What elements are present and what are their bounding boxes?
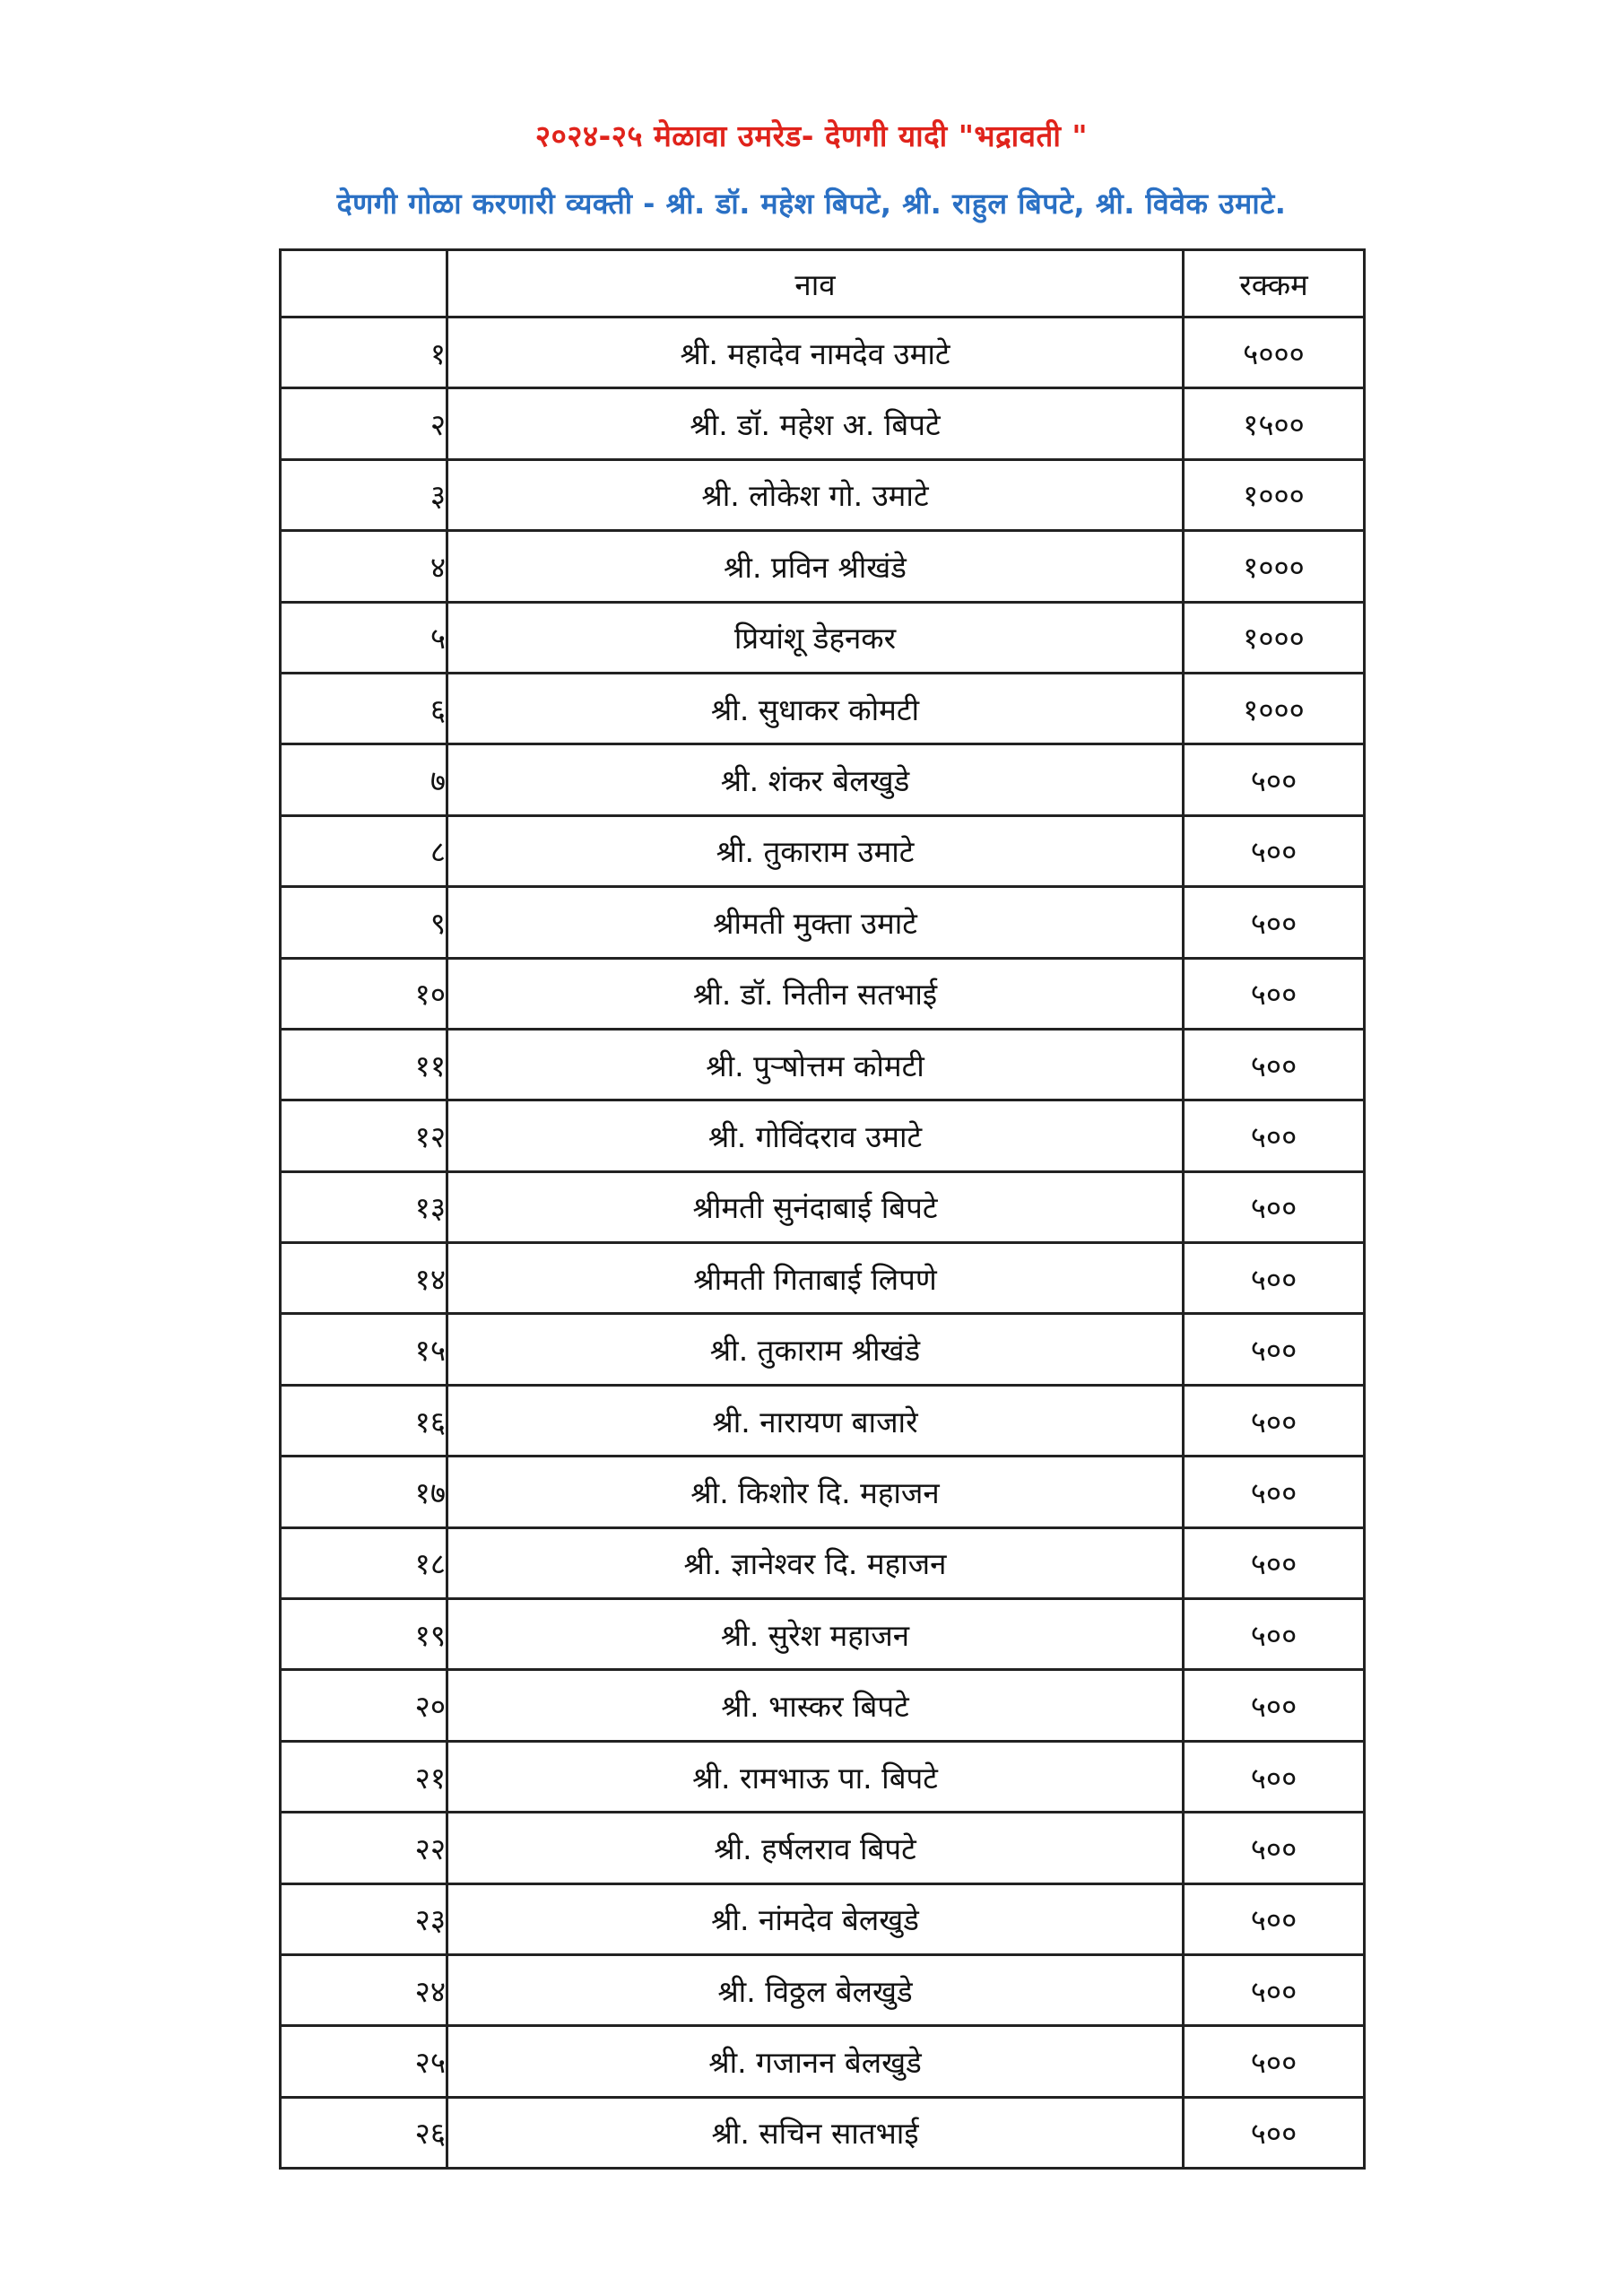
serial-cell: ९ <box>281 887 447 958</box>
table-row <box>281 1100 1365 1171</box>
name-cell: श्री. विठ्ठल बेलखुडे <box>447 1954 1184 2025</box>
serial-cell: १९ <box>281 1599 447 1670</box>
name-cell: प्रियांशू डेहनकर <box>447 602 1184 673</box>
amount-cell: ५०० <box>1184 958 1365 1029</box>
amount-cell: ५०० <box>1184 744 1365 815</box>
table-row <box>281 1527 1365 1598</box>
table-row <box>281 744 1365 815</box>
name-cell: श्री. सुरेश महाजन <box>447 1599 1184 1670</box>
serial-cell: १३ <box>281 1171 447 1242</box>
name-cell: श्री. रामभाऊ पा. बिपटे <box>447 1741 1184 1812</box>
serial-cell: ११ <box>281 1029 447 1100</box>
amount-cell: १५०० <box>1184 388 1365 459</box>
name-cell: श्री. पुऱ्षोत्तम कोमटी <box>447 1029 1184 1100</box>
name-cell: श्री. सुधाकर कोमटी <box>447 673 1184 744</box>
name-cell: श्री. तुकाराम उमाटे <box>447 815 1184 886</box>
amount-cell: १००० <box>1184 673 1365 744</box>
serial-cell: २५ <box>281 2026 447 2097</box>
table-row <box>281 1385 1365 1456</box>
name-cell: श्री. गजानन बेलखुडे <box>447 2026 1184 2097</box>
amount-cell: ५०० <box>1184 2026 1365 2097</box>
table-row <box>281 1599 1365 1670</box>
name-cell: श्री. लोकेश गो. उमाटे <box>447 459 1184 530</box>
amount-cell: ५०० <box>1184 1243 1365 1314</box>
table-row <box>281 2097 1365 2168</box>
table-row <box>281 887 1365 958</box>
serial-cell: ७ <box>281 744 447 815</box>
name-cell: श्री. ज्ञानेश्वर दि. महाजन <box>447 1527 1184 1598</box>
table-body <box>281 317 1365 2169</box>
name-cell: श्री. शंकर बेलखुडे <box>447 744 1184 815</box>
amount-cell: ५००० <box>1184 317 1365 388</box>
table-row <box>281 1883 1365 1954</box>
serial-cell: १८ <box>281 1527 447 1598</box>
table-row <box>281 459 1365 530</box>
table-row <box>281 531 1365 602</box>
table-row <box>281 1741 1365 1812</box>
serial-cell: ४ <box>281 531 447 602</box>
serial-cell: ६ <box>281 673 447 744</box>
serial-cell: २ <box>281 388 447 459</box>
amount-cell: ५०० <box>1184 1100 1365 1171</box>
serial-cell: १७ <box>281 1457 447 1527</box>
name-cell: श्री. नारायण बाजारे <box>447 1385 1184 1456</box>
serial-cell: २२ <box>281 1813 447 1883</box>
name-cell: श्री. महादेव नामदेव उमाटे <box>447 317 1184 388</box>
serial-cell: २१ <box>281 1741 447 1812</box>
amount-cell: ५०० <box>1184 1314 1365 1385</box>
amount-cell: ५०० <box>1184 1385 1365 1456</box>
table-header-row <box>281 250 1365 317</box>
serial-cell: २४ <box>281 1954 447 2025</box>
table-row <box>281 1314 1365 1385</box>
serial-cell: १५ <box>281 1314 447 1385</box>
donation-table <box>279 248 1366 2170</box>
table-row <box>281 1171 1365 1242</box>
name-cell: श्रीमती गिताबाई लिपणे <box>447 1243 1184 1314</box>
serial-cell: ८ <box>281 815 447 886</box>
amount-cell: १००० <box>1184 602 1365 673</box>
serial-cell: १४ <box>281 1243 447 1314</box>
serial-cell: १० <box>281 958 447 1029</box>
serial-cell: ३ <box>281 459 447 530</box>
table-row <box>281 673 1365 744</box>
amount-cell: ५०० <box>1184 1029 1365 1100</box>
amount-cell: ५०० <box>1184 1954 1365 2025</box>
collectors-line: देणगी गोळा करणारी व्यक्ती - श्री. डॉ. महेश बिपटे, श्री. राहुल बिपटे, श्री. विवेक उमाटे. <box>336 187 1287 221</box>
table-row <box>281 958 1365 1029</box>
name-cell: श्री. डॉ. महेश अ. बिपटे <box>447 388 1184 459</box>
serial-cell: २३ <box>281 1883 447 1954</box>
amount-cell: ५०० <box>1184 1171 1365 1242</box>
name-cell: श्री. भास्कर बिपटे <box>447 1670 1184 1741</box>
header-amount: रक्कम <box>1184 250 1365 317</box>
table-row <box>281 2026 1365 2097</box>
name-cell: श्री. किशोर दि. महाजन <box>447 1457 1184 1527</box>
amount-cell: ५०० <box>1184 1527 1365 1598</box>
name-cell: श्रीमती मुक्ता उमाटे <box>447 887 1184 958</box>
table-row <box>281 1670 1365 1741</box>
name-cell: श्री. डॉ. नितीन सतभाई <box>447 958 1184 1029</box>
amount-cell: ५०० <box>1184 1457 1365 1527</box>
name-cell: श्री. प्रविन श्रीखंडे <box>447 531 1184 602</box>
amount-cell: ५०० <box>1184 887 1365 958</box>
amount-cell: ५०० <box>1184 1599 1365 1670</box>
table-row <box>281 388 1365 459</box>
serial-cell: २६ <box>281 2097 447 2168</box>
amount-cell: ५०० <box>1184 1741 1365 1812</box>
amount-cell: १००० <box>1184 531 1365 602</box>
table-row <box>281 1813 1365 1883</box>
header-serial <box>281 250 447 317</box>
table-row <box>281 1243 1365 1314</box>
document-title: २०२४-२५ मेळावा उमरेड- देणगी यादी "भद्रावती " <box>534 118 1089 153</box>
serial-cell: १६ <box>281 1385 447 1456</box>
amount-cell: ५०० <box>1184 1670 1365 1741</box>
table-row <box>281 1457 1365 1527</box>
name-cell: श्री. तुकाराम श्रीखंडे <box>447 1314 1184 1385</box>
amount-cell: ५०० <box>1184 2097 1365 2168</box>
table-row <box>281 815 1365 886</box>
serial-cell: २० <box>281 1670 447 1741</box>
amount-cell: १००० <box>1184 459 1365 530</box>
serial-cell: ५ <box>281 602 447 673</box>
name-cell: श्री. गोविंदराव उमाटे <box>447 1100 1184 1171</box>
serial-cell: १ <box>281 317 447 388</box>
serial-cell: १२ <box>281 1100 447 1171</box>
table-row <box>281 602 1365 673</box>
name-cell: श्री. नांमदेव बेलखुडे <box>447 1883 1184 1954</box>
amount-cell: ५०० <box>1184 815 1365 886</box>
table-row <box>281 317 1365 388</box>
table-row <box>281 1954 1365 2025</box>
name-cell: श्रीमती सुनंदाबाई बिपटे <box>447 1171 1184 1242</box>
table-row <box>281 1029 1365 1100</box>
header-name: नाव <box>447 250 1184 317</box>
name-cell: श्री. हर्षलराव बिपटे <box>447 1813 1184 1883</box>
amount-cell: ५०० <box>1184 1883 1365 1954</box>
amount-cell: ५०० <box>1184 1813 1365 1883</box>
name-cell: श्री. सचिन सातभाई <box>447 2097 1184 2168</box>
